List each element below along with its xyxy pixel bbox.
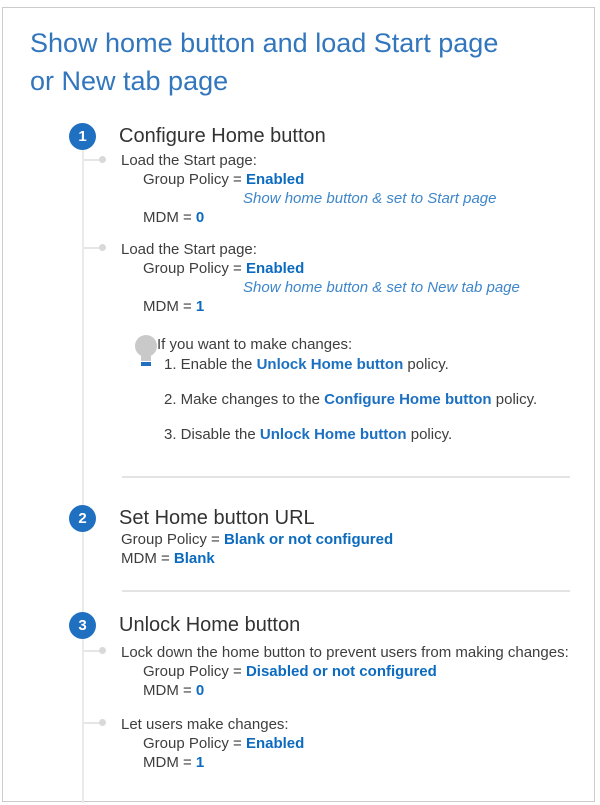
page-title-line1: Show home button and load Start page bbox=[30, 28, 499, 58]
step-2-number: 2 bbox=[78, 510, 87, 527]
policy-value: Enabled bbox=[245, 735, 305, 752]
section-separator bbox=[122, 590, 570, 592]
tip-item-post: policy. bbox=[491, 391, 538, 408]
policy-row bbox=[121, 170, 497, 189]
policy-row bbox=[121, 259, 520, 278]
lightbulb-neck bbox=[141, 356, 151, 361]
policy-row bbox=[121, 662, 569, 681]
policy-note: Show home button & set to New tab page bbox=[243, 279, 520, 296]
page-title-line2: or New tab page bbox=[30, 66, 229, 96]
mdm-row bbox=[121, 297, 520, 316]
mdm-value: 1 bbox=[195, 298, 205, 315]
tip-item-pre: 1. Enable the bbox=[164, 356, 257, 373]
policy-label: Group Policy = bbox=[143, 171, 246, 188]
policy-value: Enabled bbox=[245, 171, 305, 188]
step-1-number: 1 bbox=[78, 128, 87, 145]
mdm-row bbox=[121, 208, 497, 227]
tip-policy-link: Unlock Home button bbox=[256, 356, 404, 373]
mdm-value: 1 bbox=[195, 754, 205, 771]
policy-label: Group Policy = bbox=[121, 531, 224, 548]
policy-row bbox=[121, 530, 393, 549]
step-2-rows bbox=[121, 530, 393, 568]
policy-value: Blank or not configured bbox=[223, 531, 394, 548]
mdm-label: MDM = bbox=[143, 209, 196, 226]
section-separator bbox=[122, 476, 570, 478]
mdm-row bbox=[121, 681, 569, 700]
step-1-bullet-2 bbox=[121, 240, 520, 316]
lightbulb-base bbox=[141, 362, 151, 366]
tip-item-1 bbox=[164, 355, 449, 374]
bullet-lead: Let users make changes: bbox=[121, 716, 289, 733]
step-3-number: 3 bbox=[78, 617, 87, 634]
mdm-label: MDM = bbox=[121, 550, 174, 567]
policy-row bbox=[121, 734, 304, 753]
bullet-dot bbox=[99, 647, 106, 654]
tip-item-pre: 3. Disable the bbox=[164, 426, 260, 443]
policy-label: Group Policy = bbox=[143, 663, 246, 680]
tip-item-post: policy. bbox=[403, 356, 449, 373]
bullet-connector bbox=[84, 650, 100, 652]
step-3-heading: Unlock Home button bbox=[119, 614, 301, 636]
bullet-lead: Lock down the home button to prevent users from making changes: bbox=[121, 644, 569, 661]
tip-item-post: policy. bbox=[406, 426, 453, 443]
mdm-label: MDM = bbox=[143, 298, 196, 315]
bullet-connector bbox=[84, 722, 100, 724]
mdm-value: 0 bbox=[195, 209, 205, 226]
bullet-lead: Load the Start page: bbox=[121, 152, 257, 169]
policy-label: Group Policy = bbox=[143, 260, 246, 277]
policy-value: Disabled or not configured bbox=[245, 663, 437, 680]
tip-policy-link: Configure Home button bbox=[324, 391, 492, 408]
mdm-value: Blank bbox=[173, 550, 215, 567]
mdm-row bbox=[121, 549, 393, 568]
mdm-label: MDM = bbox=[143, 754, 196, 771]
policy-value: Enabled bbox=[245, 260, 305, 277]
mdm-label: MDM = bbox=[143, 682, 196, 699]
tip-intro: If you want to make changes: bbox=[157, 336, 353, 353]
tip-item-2 bbox=[164, 390, 537, 409]
bullet-lead: Load the Start page: bbox=[121, 241, 257, 258]
policy-label: Group Policy = bbox=[143, 735, 246, 752]
policy-note: Show home button & set to Start page bbox=[243, 190, 497, 207]
step-2-heading: Set Home button URL bbox=[119, 507, 315, 529]
mdm-row bbox=[121, 753, 304, 772]
mdm-value: 0 bbox=[195, 682, 205, 699]
step-2-circle bbox=[69, 505, 96, 532]
step-1-heading: Configure Home button bbox=[119, 125, 326, 147]
step-3-circle bbox=[69, 612, 96, 639]
bullet-connector bbox=[84, 247, 100, 249]
bullet-dot bbox=[99, 156, 106, 163]
lightbulb-icon bbox=[134, 335, 158, 367]
step-3-bullet-2 bbox=[121, 715, 304, 772]
page-title bbox=[30, 24, 570, 100]
tip-item-3 bbox=[164, 425, 452, 444]
lightbulb-globe bbox=[135, 335, 157, 357]
step-1-circle bbox=[69, 123, 96, 150]
tip-policy-link: Unlock Home button bbox=[259, 426, 407, 443]
step-3-bullet-1 bbox=[121, 643, 569, 700]
step-1-bullet-1 bbox=[121, 151, 497, 227]
bullet-dot bbox=[99, 719, 106, 726]
bullet-connector bbox=[84, 159, 100, 161]
tip-item-pre: 2. Make changes to the bbox=[164, 391, 325, 408]
bullet-dot bbox=[99, 244, 106, 251]
